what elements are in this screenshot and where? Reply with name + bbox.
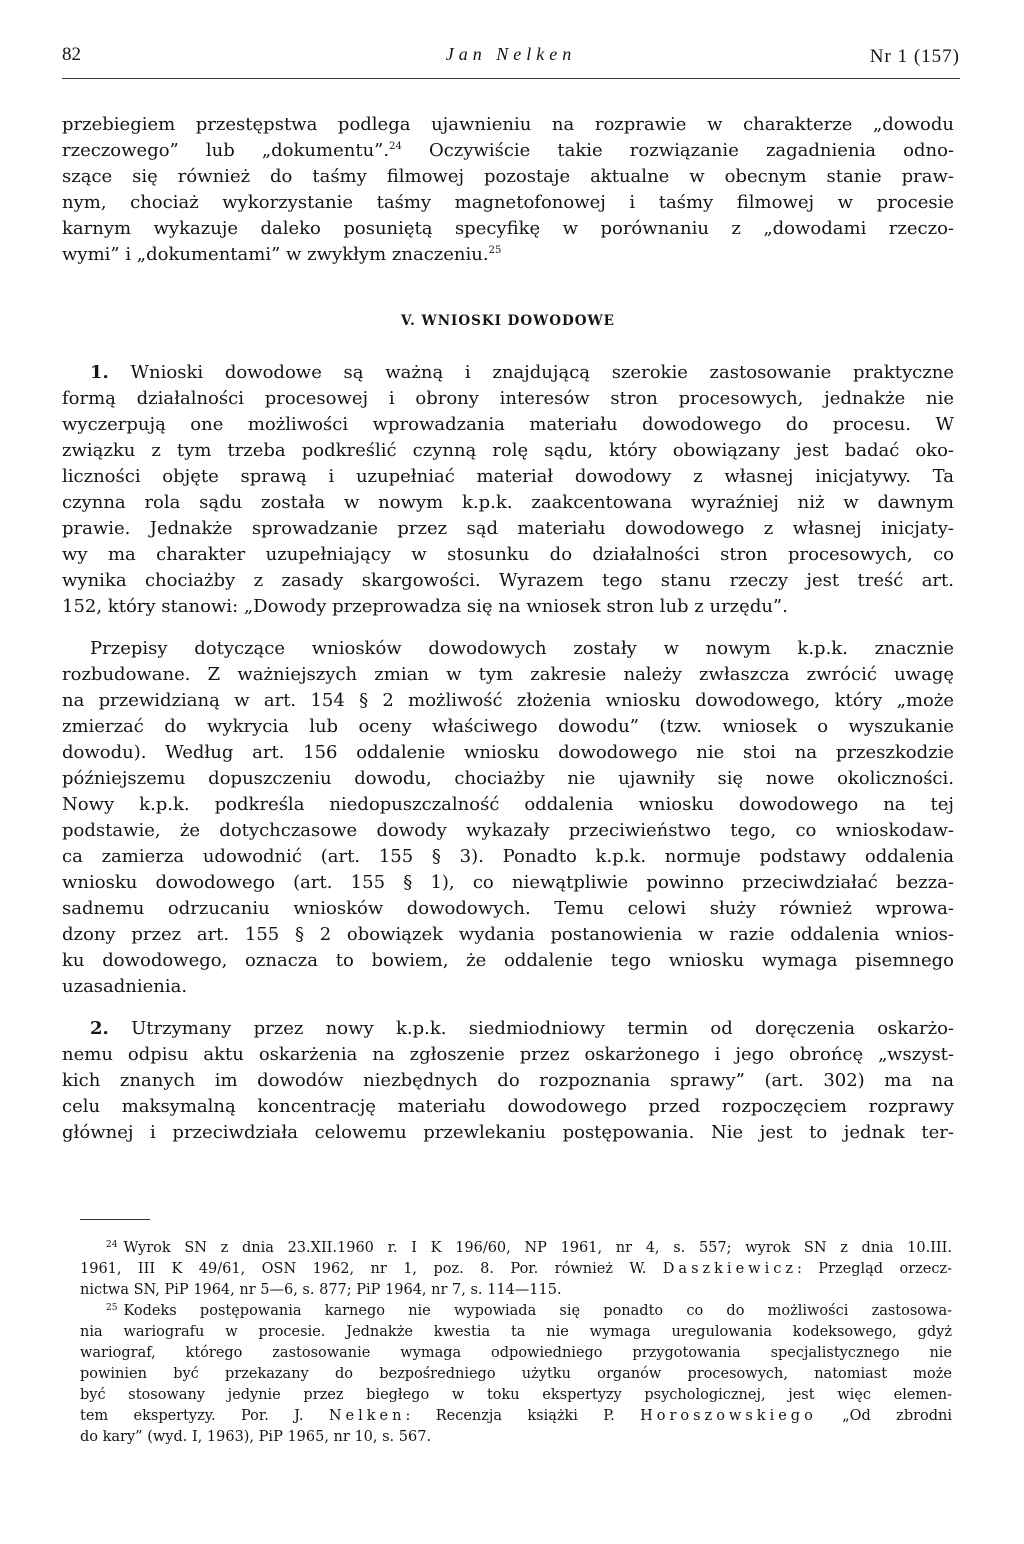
text-line: liczności objęte sprawą i uzupełniać materiał dowodowy z własnej inicjatywy. Ta	[62, 466, 954, 487]
text-line: Przepisy dotyczące wniosków dowodowych zostały w nowym k.p.k. znacznie	[90, 638, 954, 659]
footnote-25	[80, 1301, 952, 1448]
text-line: celu maksymalną koncentrację materiału dowodowego przed rozpoczęciem rozprawy	[62, 1096, 954, 1117]
text-line: prawie. Jednakże sprowadzanie przez sąd materiału dowodowego z własnej inicjaty-	[62, 518, 954, 539]
footnote-mark: 25	[106, 1303, 118, 1313]
footnote-line: tem ekspertyzy. Por. J. Nelken: Recenzja książki P. Horoszowskiego „Od zbrodni	[80, 1408, 953, 1424]
paragraph-2	[62, 636, 954, 1000]
footnote-mark: 24	[106, 1240, 118, 1250]
footnote-line: wariograf, którego zastosowanie wymaga odpowiedniego przygotowania specjalistycznego nie	[80, 1345, 952, 1361]
section-heading: V. WNIOSKI DOWODOWE	[401, 313, 615, 329]
text-line: Nowy k.p.k. podkreśla niedopuszczalność oddalenia wniosku dowodowego na tej	[62, 794, 954, 815]
footnote-line: być stosowany jedynie przez biegłego w toku ekspertyzy psychologicznej, jest więc elemen-	[80, 1387, 952, 1403]
footnote-line: $^{24}$ Wyrok SN z dnia 23.XII.1960 r. I K 196/60, NP 1961, nr 4, s. 557; wyrok SN z dnia 10.III.	[106, 1240, 952, 1256]
paragraph-number: 1.	[90, 362, 109, 383]
text-line: podstawie, że dotychczasowe dowody wykazały przeciwieństwo tego, co wnioskodaw-	[62, 820, 954, 841]
footnote-line: $^{25}$ Kodeks postępowania karnego nie wypowiada się ponadto co do możliwości zastosowa-	[106, 1303, 952, 1319]
text-line: szące się również do taśmy filmowej pozostaje aktualne w obecnym stanie praw-	[62, 166, 954, 187]
footnote-line: nia wariografu w procesie. Jednakże kwestia ta nie wymaga uregulowania kodeksowego, gdyż	[80, 1324, 952, 1340]
text-line: karnym wykazuje daleko posuniętą specyfikę w porównaniu z „dowodami rzeczo-	[62, 218, 954, 239]
text-line: nemu odpisu aktu oskarżenia na zgłoszenie przez oskarżonego i jego obrońcę „wszyst-	[62, 1044, 954, 1065]
text-line: nym, chociaż wykorzystanie taśmy magnetofonowej i taśmy filmowej w procesie	[62, 192, 954, 213]
text-line: formą działalności procesowej i obrony interesów stron procesowych, jednakże nie	[62, 388, 954, 409]
header-rule	[62, 78, 960, 79]
footnote-line: do kary” (wyd. I, 1963), PiP 1965, nr 10, s. 567.	[80, 1429, 432, 1445]
text-line: 2. Utrzymany przez nowy k.p.k. siedmiodniowy termin od doręczenia oskarżo-	[90, 1018, 954, 1039]
text-line: zmierzać do wykrycia lub oceny właściwego dowodu” (tzw. wniosek o wyszukanie	[62, 716, 954, 737]
author-name: Daszkiewicz	[662, 1261, 797, 1277]
text-line: przebiegiem przestępstwa podlega ujawnieniu na rozprawie w charakterze „dowodu	[62, 114, 954, 135]
text-line: kich znanych im dowodów niezbędnych do rozpoznania sprawy” (art. 302) ma na	[62, 1070, 954, 1091]
footnote-line: nictwa SN, PiP 1964, nr 5—6, s. 877; PiP 1964, nr 7, s. 114—115.	[80, 1282, 562, 1298]
paragraph-3	[62, 1016, 954, 1146]
text-line: ca zamierza udowodnić (art. 155 § 3). Ponadto k.p.k. normuje podstawy oddalenia	[62, 846, 954, 867]
text-line: późniejszemu dopuszczeniu dowodu, chociażby nie ujawniły się nowe okoliczności.	[62, 768, 954, 789]
paragraph-number: 2.	[90, 1018, 109, 1039]
author-name: Nelken	[328, 1408, 406, 1424]
author-name: Horoszowskiego	[640, 1408, 817, 1424]
footnote-line: 1961, III K 49/61, OSN 1962, nr 1, poz. 8. Por. również W. Daszkiewicz: Przegląd orzecz-	[80, 1261, 953, 1277]
footnote-line: powinien być przekazany do bezpośredniego użytku organów procesowych, natomiast może	[80, 1366, 952, 1382]
footnote-ref-25: 25	[488, 245, 502, 256]
text-line: wy ma charakter uzupełniający w stosunku do działalności stron procesowych, co	[62, 544, 954, 565]
text-line: dzony przez art. 155 § 2 obowiązek wydania postanowienia w razie oddalenia wnios-	[62, 924, 954, 945]
issue-number: Nr 1 (157)	[869, 46, 960, 67]
text-line: na przewidzianą w art. 154 § 2 możliwość złożenia wniosku dowodowego, który „może	[62, 690, 954, 711]
text-line: wyczerpują one możliwości wprowadzania materiału dowodowego do procesu. W	[62, 414, 954, 435]
text-line: uzasadnienia.	[62, 976, 188, 997]
text-line: sadnemu odrzucaniu wniosków dowodowych. Temu celowi służy również wprowa-	[62, 898, 954, 919]
text-line: 1. Wnioski dowodowe są ważną i znajdującą szerokie zastosowanie praktyczne	[90, 362, 954, 383]
footnote-ref-24: 24	[389, 141, 402, 152]
text-line: 152, który stanowi: „Dowody przeprowadza się na wniosek stron lub z urzędu”.	[62, 596, 788, 617]
text-line: wynika chociażby z zasady skargowości. Wyrazem tego stanu rzeczy jest treść art.	[62, 570, 954, 591]
text-line: ku dowodowego, oznacza to bowiem, że oddalenie tego wniosku wymaga pisemnego	[62, 950, 954, 971]
footnote-rule	[80, 1219, 150, 1220]
text-line: głównej i przeciwdziała celowemu przewlekaniu postępowania. Nie jest to jednak ter-	[62, 1122, 954, 1143]
paragraph-1	[62, 360, 954, 620]
page-header	[62, 44, 960, 78]
text-line: dowodu). Według art. 156 oddalenie wniosku dowodowego nie stoi na przeszkodzie	[62, 742, 954, 763]
text-line: rzeczowego” lub „dokumentu”.$^{24}$ Oczywiście takie rozwiązanie zagadnienia odno-	[62, 140, 954, 161]
running-author: Jan Nelken	[445, 44, 577, 64]
footnotes	[80, 1238, 952, 1448]
paragraph-intro	[62, 112, 954, 268]
text-line: wymi” i „dokumentami” w zwykłym znaczeniu.$^{25}$	[62, 244, 502, 265]
body-text	[62, 112, 954, 1146]
text-line: rozbudowane. Z ważniejszych zmian w tym zakresie należy zwłaszcza zwrócić uwagę	[62, 664, 954, 685]
text-line: związku z tym trzeba podkreślić czynną rolę sądu, który obowiązany jest badać oko-	[62, 440, 954, 461]
page-number: 82	[62, 44, 81, 65]
text-line: czynna rola sądu została w nowym k.p.k. zaakcentowana wyraźniej niż w dawnym	[62, 492, 954, 513]
footnote-24	[80, 1238, 952, 1301]
text-line: wniosku dowodowego (art. 155 § 1), co niewątpliwie powinno przeciwdziałać bezza-	[62, 872, 954, 893]
